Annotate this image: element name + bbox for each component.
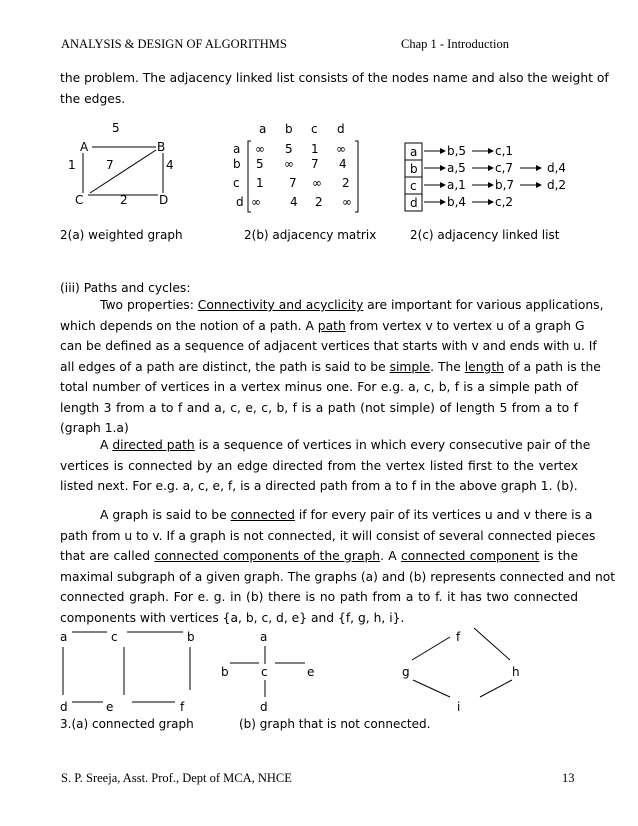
text-line: that are called connected components of the graph. A connected component is the — [60, 549, 579, 563]
graph-edge — [413, 680, 450, 697]
matrix-cell: 5 — [256, 157, 264, 171]
graph-edge — [480, 680, 512, 697]
matrix-cell: 4 — [339, 157, 347, 171]
graph-node: i — [457, 700, 461, 714]
weight-ab: 5 — [112, 121, 120, 135]
node-a: A — [80, 140, 89, 154]
matrix-col-header: c — [311, 122, 318, 136]
matrix-col-header: a — [259, 122, 267, 136]
matrix-cell: ∞ — [342, 195, 352, 209]
matrix-cell: 1 — [256, 176, 264, 190]
list-node-label: b — [410, 162, 418, 176]
list-entry: b,4 — [447, 195, 467, 209]
graph-node: d — [60, 700, 68, 714]
graph-node: g — [402, 665, 410, 679]
matrix-cell: ∞ — [255, 142, 265, 156]
list-entry: c,7 — [495, 161, 514, 175]
caption-2b: 2(b) adjacency matrix — [244, 228, 377, 242]
text-line: can be defined as a sequence of adjacent vertices that starts with v and ends with u. If — [60, 339, 597, 353]
matrix-cell: 5 — [285, 142, 293, 156]
matrix-cell: 7 — [311, 157, 319, 171]
graph-edge — [474, 628, 510, 660]
text-line: which depends on the notion of a path. A path from vertex v to vertex u of a graph G — [60, 318, 585, 333]
term-length: length — [464, 359, 504, 374]
matrix-cell: ∞ — [312, 176, 322, 190]
term-connected-components: connected components of the graph — [154, 549, 381, 563]
matrix-row-label: c — [233, 176, 240, 190]
text-line: all edges of a path are distinct, the path is said to be simple. The length of a path is the — [60, 359, 601, 374]
text-line: vertices is connected by an edge directed from the vertex listed first to the vertex — [60, 458, 578, 473]
list-entry: b,5 — [447, 144, 467, 158]
weight-ac: 1 — [68, 158, 76, 172]
connected-graph — [60, 630, 195, 714]
term-path: path — [317, 318, 346, 333]
graph-node: d — [260, 700, 268, 714]
matrix-cell: 2 — [342, 176, 350, 190]
text-line: maximal subgraph of a given graph. The graphs (a) and (b) represents connected and not — [60, 569, 616, 584]
text-line: listed next. For e.g. a, c, e, f, is a directed path from a to f in the above graph 1. (b). — [60, 479, 578, 493]
text-line: Two properties: Connectivity and acyclicity are important for various applications, — [100, 298, 604, 312]
matrix-cell: ∞ — [336, 142, 346, 156]
graph-node: e — [307, 665, 315, 679]
matrix-cell: 1 — [311, 142, 319, 156]
matrix-cell: 4 — [290, 195, 298, 209]
matrix-row-label: b — [233, 157, 241, 171]
matrix-row-label: d — [236, 195, 244, 209]
text-line: length 3 from a to f and a, c, e, c, b, f is a path (not simple) of length 5 from a to f — [60, 400, 578, 415]
matrix-cell: ∞ — [251, 195, 261, 209]
page-footer-author: S. P. Sreeja, Asst. Prof., Dept of MCA, NHCE — [61, 771, 292, 785]
list-entry: d,4 — [547, 161, 567, 175]
graph-node: a — [60, 630, 68, 644]
term-directed-path: directed path — [112, 438, 195, 452]
matrix-row-label: a — [233, 142, 241, 156]
weight-cd: 2 — [120, 193, 128, 207]
caption-3a: 3.(a) connected graph — [60, 717, 194, 731]
weight-bd: 4 — [166, 158, 174, 172]
graph-node: f — [180, 700, 185, 714]
list-entry: a,1 — [447, 178, 466, 192]
text-line: components with vertices {a, b, c, d, e} and {f, g, h, i}. — [60, 610, 405, 625]
text-line: the edges. — [60, 91, 126, 106]
graph-node: h — [512, 665, 520, 679]
graph-edge — [412, 637, 450, 660]
matrix-cell: ∞ — [284, 157, 294, 171]
list-entry: c,1 — [495, 144, 514, 158]
text-line: A directed path is a sequence of vertices in which every consecutive pair of the — [100, 438, 591, 452]
graph-node: b — [187, 630, 195, 644]
caption-3b: (b) graph that is not connected. — [239, 717, 431, 731]
text-line: A graph is said to be connected if for every pair of its vertices u and v there is a — [100, 508, 593, 522]
term-connected: connected — [230, 508, 295, 522]
node-c: C — [75, 193, 84, 207]
matrix-col-header: b — [285, 122, 293, 136]
page-number: 13 — [562, 771, 575, 785]
list-entry: a,5 — [447, 161, 466, 175]
text-line: the problem. The adjacency linked list consists of the nodes name and also the weight of — [60, 71, 609, 85]
graph-node: a — [260, 630, 268, 644]
text-line: path from u to v. If a graph is not connected, it will consist of several connected pieces — [60, 528, 596, 543]
disconnected-graph — [221, 628, 520, 714]
text-line: (iii) Paths and cycles: — [60, 281, 191, 295]
list-node-label: c — [410, 179, 417, 193]
matrix-col-header: d — [337, 122, 345, 136]
graph-node: f — [456, 630, 461, 644]
graph-node: e — [106, 700, 114, 714]
node-d: D — [159, 193, 169, 207]
weight-bc: 7 — [106, 158, 114, 172]
list-node-label: d — [410, 196, 418, 210]
text-line: total number of vertices in a vertex minus one. For e.g. a, c, b, f is a simple path of — [60, 380, 578, 394]
graph-node: c — [261, 665, 268, 679]
term-connected-component: connected component — [401, 549, 540, 563]
list-entry: c,2 — [495, 195, 514, 209]
list-entry: b,7 — [495, 178, 515, 192]
caption-2c: 2(c) adjacency linked list — [410, 228, 560, 242]
graph-node: c — [111, 630, 118, 644]
term-simple: simple — [389, 359, 431, 374]
caption-2a: 2(a) weighted graph — [60, 228, 183, 242]
list-entry: d,2 — [547, 178, 567, 192]
matrix-cell: 7 — [289, 176, 297, 190]
text-line: (graph 1.a) — [60, 421, 129, 435]
term-connectivity: Connectivity and acyclicity — [197, 298, 364, 312]
list-node-label: a — [410, 145, 418, 159]
node-b: B — [157, 140, 166, 154]
page-header-chapter: Chap 1 - Introduction — [401, 37, 509, 51]
graph-node: b — [221, 665, 229, 679]
page-header-title: ANALYSIS & DESIGN OF ALGORITHMS — [61, 37, 287, 51]
text-line: connected graph. For e. g. in (b) there is no path from a to f. it has two connected — [60, 590, 578, 604]
matrix-cell: 2 — [315, 195, 323, 209]
